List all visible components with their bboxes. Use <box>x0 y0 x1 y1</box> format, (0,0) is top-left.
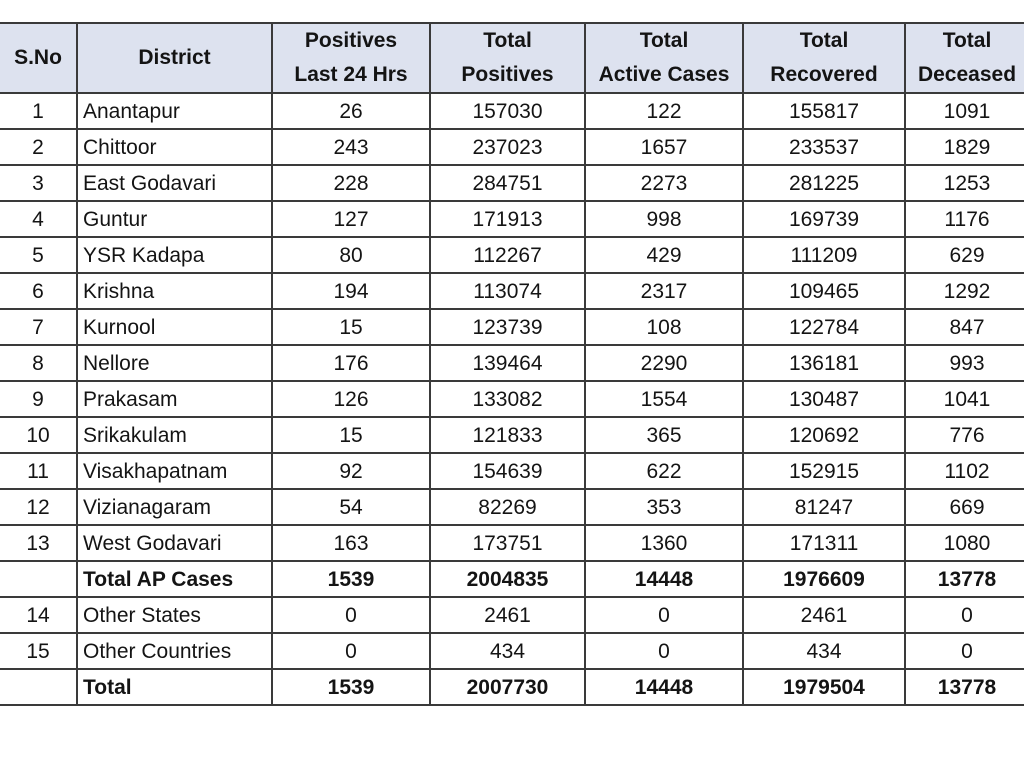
cell-district: Krishna <box>77 273 272 309</box>
cell-sno: 11 <box>0 453 77 489</box>
header-total-active <box>585 23 743 93</box>
cell-total-recovered: 171311 <box>743 525 905 561</box>
cell-total-active: 2273 <box>585 165 743 201</box>
cell-sno: 1 <box>0 93 77 129</box>
cell-district: Prakasam <box>77 381 272 417</box>
table-row <box>0 525 1024 561</box>
header-district-line: District <box>138 46 211 69</box>
cell-total-positives: 2461 <box>430 597 585 633</box>
cell-total-active: 14448 <box>585 669 743 705</box>
table-row <box>0 201 1024 237</box>
cell-district: Guntur <box>77 201 272 237</box>
table-row <box>0 597 1024 633</box>
header-district <box>77 23 272 93</box>
cell-total-recovered: 1979504 <box>743 669 905 705</box>
cell-total-positives: 284751 <box>430 165 585 201</box>
table-row <box>0 237 1024 273</box>
cell-total-deceased: 0 <box>905 597 1024 633</box>
cell-total-deceased: 1292 <box>905 273 1024 309</box>
cell-total-active: 998 <box>585 201 743 237</box>
cell-positives-24h: 0 <box>272 597 430 633</box>
cell-positives-24h: 15 <box>272 417 430 453</box>
cell-total-recovered: 130487 <box>743 381 905 417</box>
header-positives-24h <box>272 23 430 93</box>
cell-total-active: 122 <box>585 93 743 129</box>
cell-positives-24h: 1539 <box>272 669 430 705</box>
cell-total-deceased: 13778 <box>905 669 1024 705</box>
cell-positives-24h: 176 <box>272 345 430 381</box>
table-row <box>0 129 1024 165</box>
cell-total-active: 108 <box>585 309 743 345</box>
header-total-positives <box>430 23 585 93</box>
cell-total-recovered: 434 <box>743 633 905 669</box>
table-row <box>0 273 1024 309</box>
cell-district: Other States <box>77 597 272 633</box>
cell-total-active: 353 <box>585 489 743 525</box>
cell-total-deceased: 993 <box>905 345 1024 381</box>
cell-total-recovered: 111209 <box>743 237 905 273</box>
cell-district: Nellore <box>77 345 272 381</box>
cell-sno: 4 <box>0 201 77 237</box>
cell-district: Total AP Cases <box>77 561 272 597</box>
cell-sno: 14 <box>0 597 77 633</box>
header-row <box>0 23 1024 93</box>
cell-total-recovered: 1976609 <box>743 561 905 597</box>
cell-total-recovered: 2461 <box>743 597 905 633</box>
cell-sno: 15 <box>0 633 77 669</box>
table-header <box>0 23 1024 93</box>
cell-sno: 5 <box>0 237 77 273</box>
header-positives-24h-line: Last 24 Hrs <box>294 63 408 86</box>
cell-total-deceased: 629 <box>905 237 1024 273</box>
cell-total-positives: 2004835 <box>430 561 585 597</box>
cell-total-deceased: 1091 <box>905 93 1024 129</box>
cell-sno: 10 <box>0 417 77 453</box>
cell-total-active: 1657 <box>585 129 743 165</box>
cell-total-positives: 121833 <box>430 417 585 453</box>
header-sno-line: S.No <box>14 46 62 69</box>
cell-positives-24h: 127 <box>272 201 430 237</box>
cell-total-recovered: 109465 <box>743 273 905 309</box>
cell-total-deceased: 0 <box>905 633 1024 669</box>
table-row <box>0 93 1024 129</box>
header-total-recovered-line: Recovered <box>770 63 878 86</box>
table-row <box>0 633 1024 669</box>
cell-total-recovered: 169739 <box>743 201 905 237</box>
cell-total-active: 1360 <box>585 525 743 561</box>
cell-total-positives: 154639 <box>430 453 585 489</box>
header-total-deceased-line: Deceased <box>917 63 1017 86</box>
cell-total-active: 429 <box>585 237 743 273</box>
table-row <box>0 669 1024 705</box>
cell-total-recovered: 281225 <box>743 165 905 201</box>
cell-sno <box>0 669 77 705</box>
header-positives-24h-line: Positives <box>304 29 398 52</box>
cell-sno: 7 <box>0 309 77 345</box>
cell-total-recovered: 81247 <box>743 489 905 525</box>
cell-positives-24h: 1539 <box>272 561 430 597</box>
cell-district: West Godavari <box>77 525 272 561</box>
cell-positives-24h: 243 <box>272 129 430 165</box>
header-total-deceased <box>905 23 1024 93</box>
covid-district-table-container <box>0 22 1024 706</box>
cell-total-active: 622 <box>585 453 743 489</box>
cell-total-active: 2317 <box>585 273 743 309</box>
cell-district: Chittoor <box>77 129 272 165</box>
cell-total-deceased: 1102 <box>905 453 1024 489</box>
table-row <box>0 165 1024 201</box>
cell-total-positives: 173751 <box>430 525 585 561</box>
header-total-active-line: Active Cases <box>598 63 730 86</box>
cell-total-deceased: 1829 <box>905 129 1024 165</box>
cell-sno: 13 <box>0 525 77 561</box>
cell-total-positives: 139464 <box>430 345 585 381</box>
cell-positives-24h: 228 <box>272 165 430 201</box>
cell-total-deceased: 1253 <box>905 165 1024 201</box>
cell-sno: 12 <box>0 489 77 525</box>
header-total-deceased-line: Total <box>942 29 992 52</box>
cell-total-active: 0 <box>585 633 743 669</box>
cell-positives-24h: 15 <box>272 309 430 345</box>
table-body <box>0 93 1024 705</box>
cell-total-active: 2290 <box>585 345 743 381</box>
cell-total-deceased: 1080 <box>905 525 1024 561</box>
cell-district: Anantapur <box>77 93 272 129</box>
cell-positives-24h: 26 <box>272 93 430 129</box>
cell-district: East Godavari <box>77 165 272 201</box>
cell-total-positives: 434 <box>430 633 585 669</box>
table-row <box>0 309 1024 345</box>
cell-total-positives: 82269 <box>430 489 585 525</box>
cell-positives-24h: 80 <box>272 237 430 273</box>
table-row <box>0 453 1024 489</box>
cell-positives-24h: 0 <box>272 633 430 669</box>
cell-total-recovered: 233537 <box>743 129 905 165</box>
cell-total-recovered: 152915 <box>743 453 905 489</box>
cell-total-positives: 133082 <box>430 381 585 417</box>
cell-district: Other Countries <box>77 633 272 669</box>
cell-total-deceased: 13778 <box>905 561 1024 597</box>
cell-total-recovered: 155817 <box>743 93 905 129</box>
covid-district-table <box>0 22 1024 706</box>
header-total-recovered-line: Total <box>799 29 849 52</box>
header-total-positives-line: Positives <box>461 63 554 86</box>
cell-total-deceased: 776 <box>905 417 1024 453</box>
cell-total-positives: 171913 <box>430 201 585 237</box>
cell-sno <box>0 561 77 597</box>
cell-total-recovered: 122784 <box>743 309 905 345</box>
cell-total-active: 1554 <box>585 381 743 417</box>
cell-district: Kurnool <box>77 309 272 345</box>
cell-positives-24h: 92 <box>272 453 430 489</box>
cell-total-positives: 237023 <box>430 129 585 165</box>
cell-total-positives: 2007730 <box>430 669 585 705</box>
cell-sno: 2 <box>0 129 77 165</box>
cell-positives-24h: 54 <box>272 489 430 525</box>
cell-positives-24h: 194 <box>272 273 430 309</box>
cell-total-deceased: 847 <box>905 309 1024 345</box>
cell-total-positives: 123739 <box>430 309 585 345</box>
cell-sno: 3 <box>0 165 77 201</box>
cell-sno: 8 <box>0 345 77 381</box>
cell-district: Total <box>77 669 272 705</box>
table-row <box>0 345 1024 381</box>
cell-sno: 9 <box>0 381 77 417</box>
table-row <box>0 489 1024 525</box>
cell-total-active: 365 <box>585 417 743 453</box>
cell-total-active: 14448 <box>585 561 743 597</box>
cell-district: YSR Kadapa <box>77 237 272 273</box>
header-total-active-line: Total <box>639 29 689 52</box>
cell-total-recovered: 136181 <box>743 345 905 381</box>
cell-total-positives: 157030 <box>430 93 585 129</box>
cell-total-deceased: 669 <box>905 489 1024 525</box>
header-total-recovered <box>743 23 905 93</box>
table-row <box>0 417 1024 453</box>
header-sno <box>0 23 77 93</box>
table-row <box>0 561 1024 597</box>
cell-total-positives: 112267 <box>430 237 585 273</box>
cell-district: Vizianagaram <box>77 489 272 525</box>
cell-total-recovered: 120692 <box>743 417 905 453</box>
cell-positives-24h: 163 <box>272 525 430 561</box>
cell-district: Visakhapatnam <box>77 453 272 489</box>
cell-positives-24h: 126 <box>272 381 430 417</box>
cell-sno: 6 <box>0 273 77 309</box>
table-row <box>0 381 1024 417</box>
cell-total-active: 0 <box>585 597 743 633</box>
cell-total-deceased: 1176 <box>905 201 1024 237</box>
cell-total-deceased: 1041 <box>905 381 1024 417</box>
cell-district: Srikakulam <box>77 417 272 453</box>
cell-total-positives: 113074 <box>430 273 585 309</box>
header-total-positives-line: Total <box>483 29 532 52</box>
